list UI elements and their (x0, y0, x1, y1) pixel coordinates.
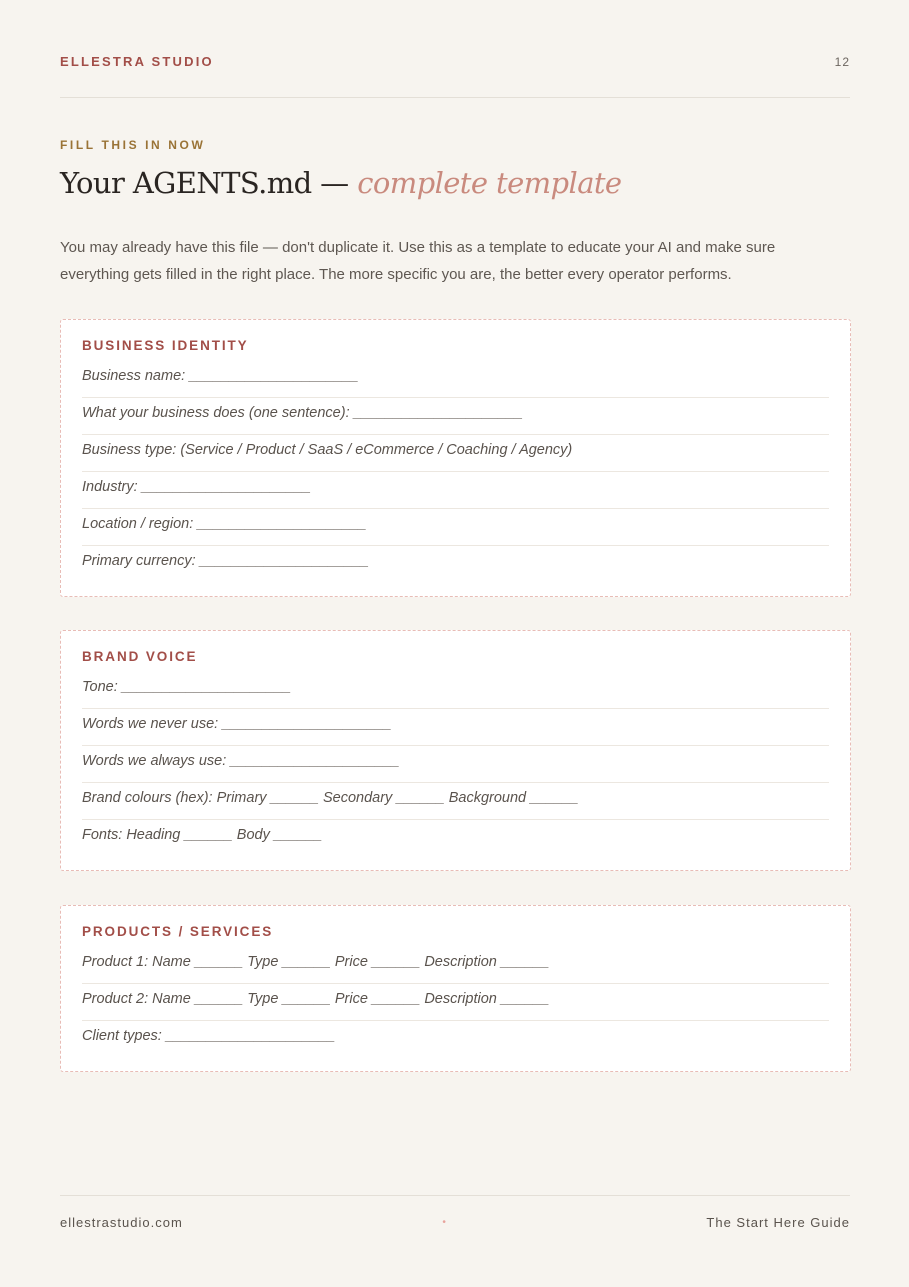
words-never-field[interactable]: Words we never use: _____________________ (82, 709, 829, 746)
currency-field[interactable]: Primary currency: _____________________ (82, 553, 369, 569)
footer-website: ellestrastudio.com (60, 1215, 183, 1230)
card-heading: BRAND VOICE (82, 649, 198, 664)
title-main: Your AGENTS.md — (60, 166, 358, 200)
product-2-field[interactable]: Product 2: Name ______ Type ______ Price ______ Description ______ (82, 984, 829, 1021)
card-heading: BUSINESS IDENTITY (82, 338, 249, 353)
brand-name: ELLESTRA STUDIO (60, 54, 214, 69)
footer-guide-name: The Start Here Guide (706, 1215, 850, 1230)
fonts-field[interactable]: Fonts: Heading ______ Body ______ (82, 827, 323, 843)
products-services-card (60, 905, 851, 1072)
page-number: 12 (834, 54, 850, 69)
footer-dot-icon: • (442, 1217, 447, 1228)
tone-field[interactable]: Tone: _____________________ (82, 672, 829, 709)
intro-paragraph: You may already have this file — don't duplicate it. Use this as a template to educate your AI and make sure everything gets filled in the right place. The more specific you are, the better every operator performs. (60, 239, 776, 283)
words-always-field[interactable]: Words we always use: _____________________ (82, 746, 829, 783)
brand-voice-card (60, 630, 851, 871)
card-heading: PRODUCTS / SERVICES (82, 924, 274, 939)
location-field[interactable]: Location / region: _____________________ (82, 509, 829, 546)
brand-colours-field[interactable]: Brand colours (hex): Primary ______ Secondary ______ Background ______ (82, 783, 829, 820)
section-eyebrow: FILL THIS IN NOW (60, 138, 206, 152)
industry-field[interactable]: Industry: _____________________ (82, 472, 829, 509)
business-identity-card (60, 319, 851, 597)
product-1-field[interactable]: Product 1: Name ______ Type ______ Price ______ Description ______ (82, 947, 829, 984)
page-title (60, 166, 622, 200)
business-description-field[interactable]: What your business does (one sentence): _____________________ (82, 398, 829, 435)
page-header (60, 54, 850, 98)
business-type-field[interactable]: Business type: (Service / Product / SaaS / eCommerce / Coaching / Agency) (82, 435, 829, 472)
business-name-field[interactable]: Business name: _____________________ (82, 361, 829, 398)
title-accent: complete template (357, 166, 622, 200)
client-types-field[interactable]: Client types: _____________________ (82, 1028, 336, 1044)
page-footer (60, 1195, 850, 1230)
